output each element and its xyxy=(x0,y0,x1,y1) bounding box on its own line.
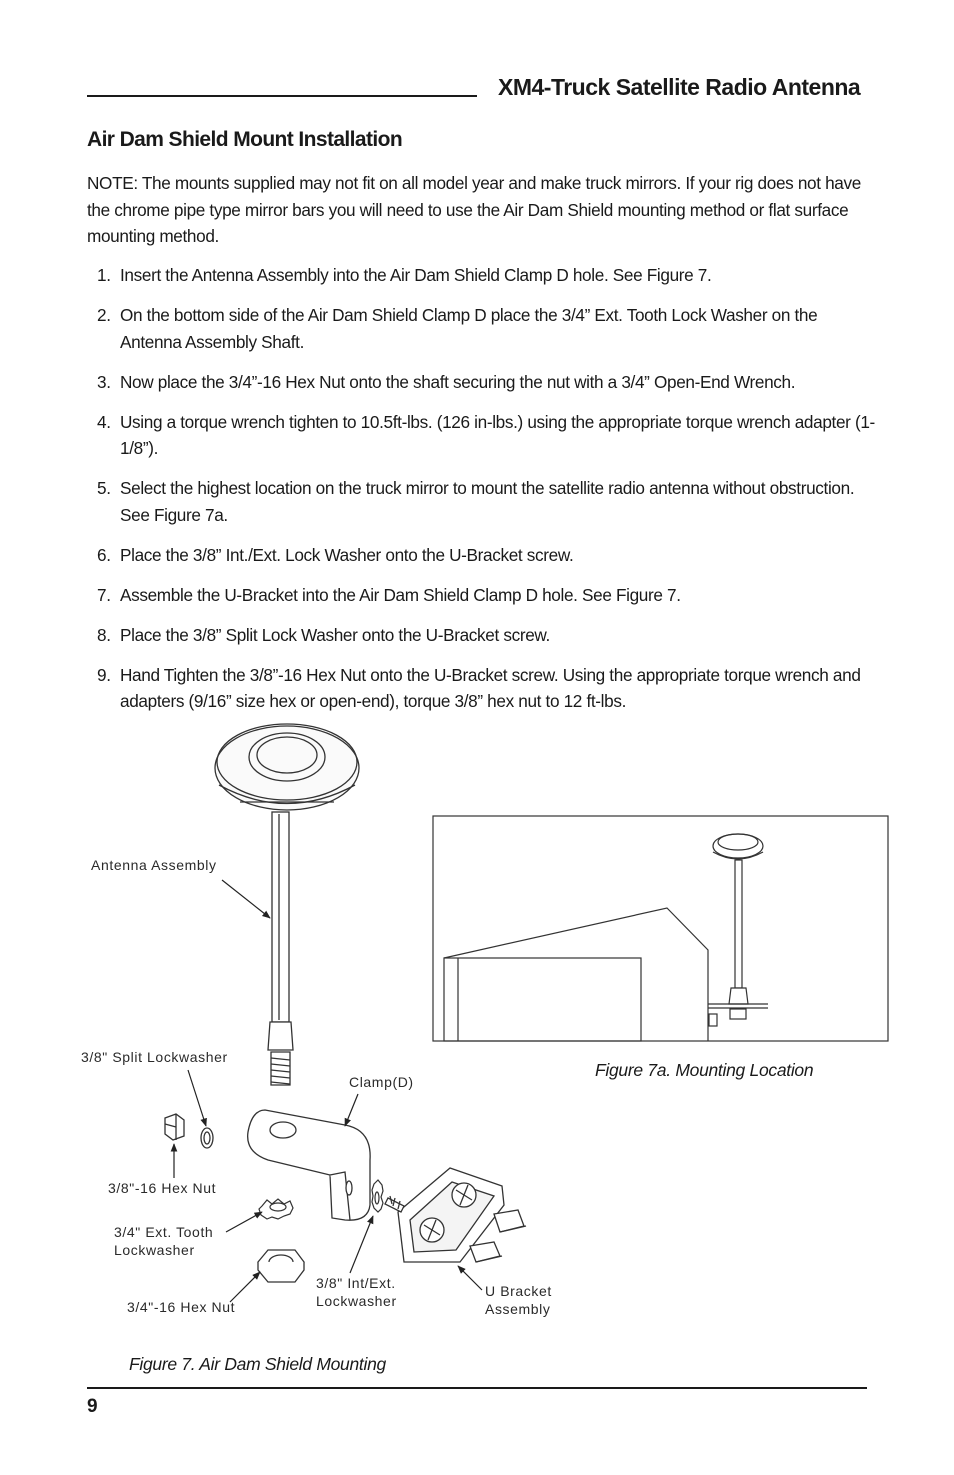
label-ext-tooth-1: 3/4" Ext. Tooth xyxy=(114,1224,214,1240)
label-split-lockwasher: 3/8" Split Lockwasher xyxy=(81,1049,228,1065)
hex-nut-38-drawing xyxy=(165,1114,184,1140)
label-ext-tooth-2: Lockwasher xyxy=(114,1242,195,1258)
step-number: 5. xyxy=(97,478,111,498)
section-title: Air Dam Shield Mount Installation xyxy=(87,128,403,151)
step-text: Hand Tighten the 3/8”-16 Hex Nut onto the U-Bracket screw. Using the appropriate torque wrench and adapters (9/16” size hex or open-end), torque 3/8” hex nut to 12 ft-lbs. xyxy=(120,664,861,711)
label-int-ext-1: 3/8" Int/Ext. xyxy=(316,1275,396,1291)
label-u-bracket-2: Assembly xyxy=(485,1301,551,1317)
figure-7-caption: Figure 7. Air Dam Shield Mounting xyxy=(129,1354,386,1374)
hex-nut-34-drawing xyxy=(258,1250,304,1282)
step-number: 2. xyxy=(97,305,111,325)
step-number: 4. xyxy=(97,411,111,432)
step-text: Insert the Antenna Assembly into the Air Dam Shield Clamp D hole. See Figure 7. xyxy=(120,265,712,285)
step-text: On the bottom side of the Air Dam Shield Clamp D place the 3/4” Ext. Tooth Lock Washer on the Antenna Assembly Shaft. xyxy=(120,305,818,352)
leader-int-ext xyxy=(350,1216,373,1273)
figure-7a-drawing xyxy=(433,816,888,1041)
step-number: 8. xyxy=(97,624,111,645)
u-bracket-drawing xyxy=(385,1168,526,1262)
step-number: 6. xyxy=(97,544,111,565)
note-paragraph: NOTE: The mounts supplied may not fit on all model year and make truck mirrors. If your rig does not have the chrome pipe type mirror bars you will need to use the Air Dam Shield mounting method or flat surface mounting method. xyxy=(87,173,861,246)
split-lockwasher-drawing xyxy=(201,1128,213,1148)
step-number: 1. xyxy=(97,265,111,285)
step-text: Using a torque wrench tighten to 10.5ft-lbs. (126 in-lbs.) using the appropriate torque wrench adapter (1-1/8”). xyxy=(120,411,875,458)
leader-clamp-d xyxy=(345,1094,358,1126)
ext-tooth-lockwasher-drawing xyxy=(259,1199,293,1219)
step-number: 3. xyxy=(97,371,111,392)
step-number: 9. xyxy=(97,664,111,685)
leader-u-bracket xyxy=(458,1266,482,1290)
label-hex-nut-34: 3/4"-16 Hex Nut xyxy=(127,1299,236,1315)
label-u-bracket-1: U Bracket xyxy=(485,1283,552,1299)
antenna-assembly-drawing xyxy=(215,724,359,1085)
step-text: Place the 3/8” Split Lock Washer onto the U-Bracket screw. xyxy=(120,624,550,645)
leader-split-lockwasher xyxy=(188,1070,206,1126)
step-text: Place the 3/8” Int./Ext. Lock Washer onto the U-Bracket screw. xyxy=(120,544,574,565)
leader-hex-nut-34 xyxy=(230,1272,260,1302)
leader-antenna-assembly xyxy=(222,880,270,918)
leader-ext-tooth xyxy=(226,1212,262,1232)
figure-7a-caption: Figure 7a. Mounting Location xyxy=(595,1060,814,1080)
label-int-ext-2: Lockwasher xyxy=(316,1293,397,1309)
step-text: Now place the 3/4”-16 Hex Nut onto the shaft securing the nut with a 3/4” Open-End Wrench. xyxy=(120,371,796,392)
step-text: Assemble the U-Bracket into the Air Dam Shield Clamp D hole. See Figure 7. xyxy=(120,584,681,605)
document-title: XM4-Truck Satellite Radio Antenna xyxy=(498,74,861,100)
page-number: 9 xyxy=(87,1396,98,1417)
footer-rule xyxy=(87,1387,867,1389)
int-ext-lockwasher-drawing xyxy=(372,1180,383,1212)
step-text: Select the highest location on the truck mirror to mount the satellite radio antenna without obstruction. See Figure 7a. xyxy=(120,478,855,525)
label-clamp-d: Clamp(D) xyxy=(349,1074,414,1090)
label-antenna-assembly: Antenna Assembly xyxy=(91,857,217,873)
label-hex-nut-38: 3/8"-16 Hex Nut xyxy=(108,1180,217,1196)
step-number: 7. xyxy=(97,584,111,605)
